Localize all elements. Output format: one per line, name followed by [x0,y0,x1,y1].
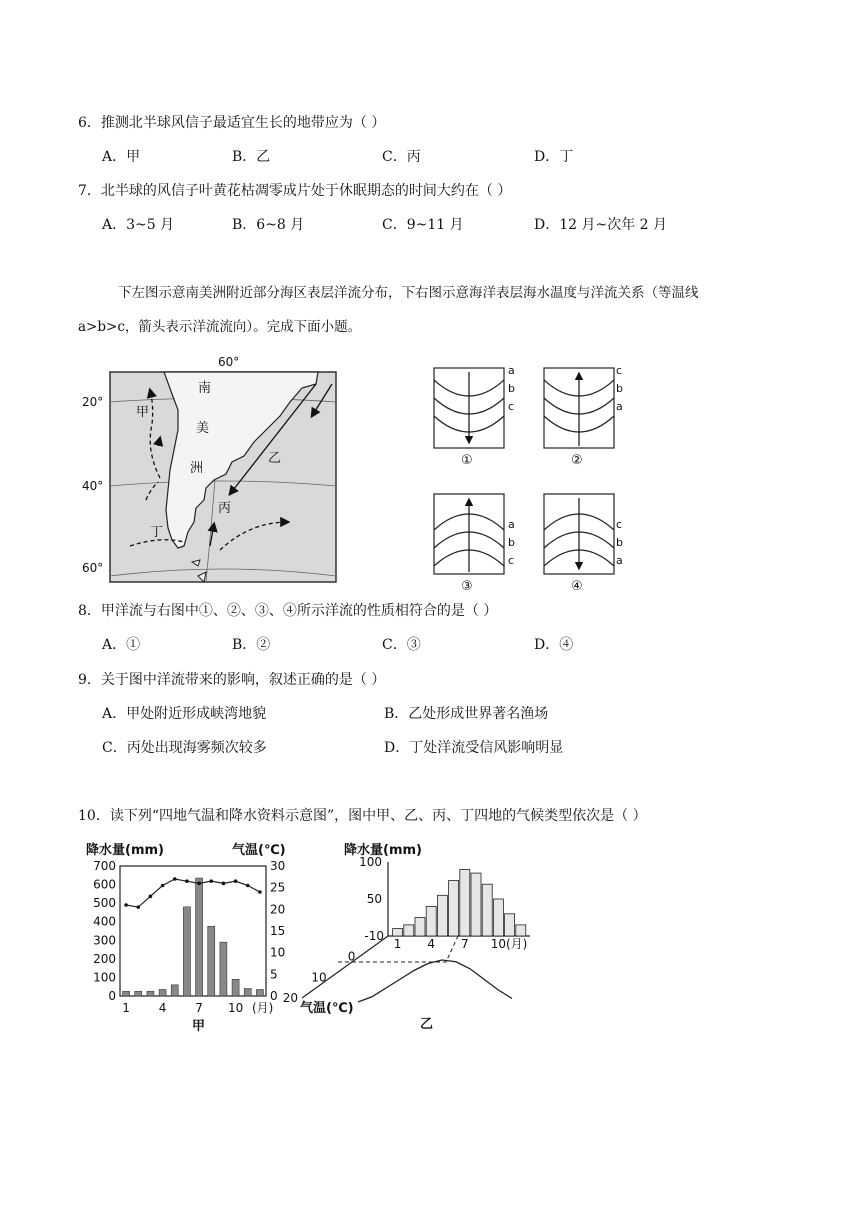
chart-jia-bar [183,907,190,996]
place-bing: 丙 [218,501,232,516]
chart-yi-bar [505,914,515,936]
chart-jia-bar [196,878,203,996]
isotherm-4-label-b: b [616,536,623,549]
chart-yi-y2tick: 0 [347,949,356,964]
chart-jia-xtick: 4 [158,1001,167,1015]
place-ding: 丁 [150,525,164,540]
isotherm-4-number: ④ [571,579,583,594]
isotherm-3-number: ③ [461,579,473,594]
chart-jia-ytick: 300 [93,933,116,948]
continent-char-3: 洲 [190,461,204,476]
chart-jia-temperature-point [197,882,201,886]
q8-stem: 8．甲洋流与右图中①、②、③、④所示洋流的性质相符合的是（ ） [78,603,498,619]
chart-jia-ytick: 0 [108,989,116,1003]
chart-jia-ytick: 500 [93,896,116,911]
q9-stem: 9．关于图中洋流带来的影响，叙述正确的是（ ） [78,672,386,688]
isotherm-4-label-c: c [616,518,623,531]
continent-char-1: 南 [198,381,212,396]
q7-option-b[interactable]: B．6~8 月 [232,217,305,233]
chart-jia-y2label: 气温(℃) [232,843,286,858]
chart-jia-temperature-point [124,903,128,907]
chart-yi-xtick: 4 [427,937,436,951]
chart-jia-temperature-point [173,877,177,881]
q6-option-a[interactable]: A．甲 [102,149,141,165]
chart-jia-bar [171,985,178,996]
isotherm-3-label-a: a [508,518,515,531]
chart-yi-xtick: 10 [490,937,507,951]
chart-jia-y2tick: 30 [270,859,286,873]
chart-yi-bar [415,918,425,937]
chart-yi-bar [393,929,403,936]
latitude-label-40: 40° [82,479,104,493]
chart-jia-temperature-point [149,895,153,899]
q8-option-d[interactable]: D．④ [534,637,574,653]
chart-yi-temp-axis [302,936,388,998]
chart-jia-frame [120,866,266,996]
chart-jia-ytick: 100 [93,970,116,985]
chart-jia-temperature-point [246,884,250,888]
chart-jia-title: 甲 [192,1019,206,1034]
chart-yi-bar [460,869,470,936]
chart-jia-xtick: 7 [195,1001,203,1015]
chart-yi-xtick: 1 [393,937,402,951]
q7-option-c[interactable]: C．9~11 月 [382,217,464,233]
chart-jia-y2tick: 20 [270,902,286,917]
chart-jia-bar [208,926,215,996]
chart-jia-bar [220,942,227,996]
q9-option-b[interactable]: B．乙处形成世界著名渔场 [384,706,549,722]
chart-jia-ylabel: 降水量(mm) [86,843,164,858]
chart-yi-x-unit: (月) [506,937,528,951]
place-yi: 乙 [268,451,282,466]
q7-option-a[interactable]: A．3~5 月 [102,217,175,233]
chart-jia-bar [147,991,154,996]
q6-option-b[interactable]: B．乙 [232,149,271,165]
q6-option-c[interactable]: C．丙 [382,149,421,165]
chart-yi-y2label: 气温(℃) [300,1001,354,1016]
q9-option-a[interactable]: A．甲处附近形成峡湾地貌 [102,706,267,722]
chart-jia-temperature-point [185,879,189,883]
chart-yi-y2tick: 20 [282,991,298,1005]
chart-yi-bar [482,884,492,936]
isotherm-3-label-c: c [508,554,515,567]
latitude-label-60: 60° [82,561,104,575]
q7-stem: 7．北半球的风信子叶黄花枯凋零成片处于休眠期态的时间大约在（ ） [78,183,512,199]
longitude-label: 60° [218,355,240,369]
chart-jia-temperature-point [161,884,165,888]
continent-char-2: 美 [196,421,210,436]
chart-jia-y2tick: 10 [270,945,286,960]
chart-jia-ytick: 700 [93,859,116,873]
chart-yi-y2tick: -10 [364,929,384,943]
chart-yi-ytick: 100 [359,855,382,869]
latitude-label-20: 20° [82,395,104,409]
chart-yi-temperature-curve [358,960,512,1002]
isotherm-1-number: ① [461,453,473,468]
isotherm-2-label-a: a [616,400,623,413]
chart-jia-y2tick: 0 [270,989,278,1003]
isotherm-2-label-b: b [616,382,623,395]
isotherm-3-label-b: b [508,536,515,549]
q10-stem: 10．读下列“四地气温和降水资料示意图”，图中甲、乙、丙、丁四地的气候类型依次是（ ） [78,808,647,824]
q7-option-d[interactable]: D．12 月~次年 2 月 [534,217,668,233]
chart-yi-bar [493,899,503,936]
chart-yi-title: 乙 [420,1017,434,1032]
isotherm-1-label-a: a [508,364,515,377]
chart-yi-xtick: 7 [460,937,469,951]
chart-yi-bar [426,906,436,936]
chart-yi-bar [449,881,459,937]
chart-jia-ytick: 600 [93,877,116,892]
chart-jia-temperature-point [209,879,213,883]
isotherm-diagrams [420,362,623,594]
isotherm-4-label-a: a [616,554,623,567]
isotherm-diagram-1 [434,364,515,468]
q9-option-c[interactable]: C．丙处出现海雾频次较多 [102,740,267,756]
chart-jia-bar [123,991,130,996]
isotherm-2-number: ② [571,453,583,468]
chart-jia-temperature-point [136,905,140,909]
chart-yi-bar [437,895,447,936]
south-america-current-map [80,350,350,590]
chart-yi-ylabel: 降水量(mm) [344,843,422,858]
chart-yi-y2tick: 10 [311,970,327,985]
chart-jia-temperature-line [126,879,260,907]
chart-jia-bar [256,990,263,997]
isotherm-2-label-c: c [616,364,623,377]
chart-jia-y2tick: 25 [270,880,286,895]
isotherm-diagram-2 [544,364,623,468]
chart-yi-bar [516,925,526,936]
q8-option-a[interactable]: A．① [102,637,141,653]
chart-jia-xtick: 1 [122,1001,130,1015]
chart-jia-xtick: 10 [227,1001,244,1015]
q6-stem: 6．推测北半球风信子最适宜生长的地带应为（ ） [78,115,386,131]
isotherm-diagram-4 [544,494,623,594]
q8-option-c[interactable]: C．③ [382,637,421,653]
isotherm-1-label-c: c [508,400,515,413]
q9-option-d[interactable]: D．丁处洋流受信风影响明显 [384,740,564,756]
chart-yi-bar [404,925,414,936]
isotherm-1-label-b: b [508,382,515,395]
chart-jia-ytick: 400 [93,914,116,929]
climate-chart-jia [80,836,290,1036]
intro-line-1: 下左图示意南美洲附近部分海区表层洋流分布，下右图示意海洋表层海水温度与洋流关系（等温线 [118,285,699,301]
chart-jia-temperature-point [258,890,262,894]
intro-line-2: a>b>c，箭头表示洋流流向）。完成下面小题。 [78,319,362,335]
chart-jia-y2tick: 15 [270,924,286,938]
chart-jia-temperature-point [234,879,238,883]
chart-jia-bar [244,989,251,996]
chart-jia-x-unit: (月) [252,1001,274,1015]
chart-yi-bar [471,873,481,936]
chart-jia-temperature-point [222,882,226,886]
chart-jia-bar [232,979,239,996]
q6-option-d[interactable]: D．丁 [534,149,574,165]
chart-jia-bar [159,990,166,997]
place-jia: 甲 [136,405,150,420]
chart-yi-ytick: 50 [366,892,382,906]
chart-jia-ytick: 200 [93,951,116,966]
chart-jia-y2tick: 5 [270,967,278,982]
q8-option-b[interactable]: B．② [232,637,271,653]
chart-jia-bar [135,991,142,996]
climate-chart-yi [282,836,538,1036]
isotherm-diagram-3 [434,494,515,594]
